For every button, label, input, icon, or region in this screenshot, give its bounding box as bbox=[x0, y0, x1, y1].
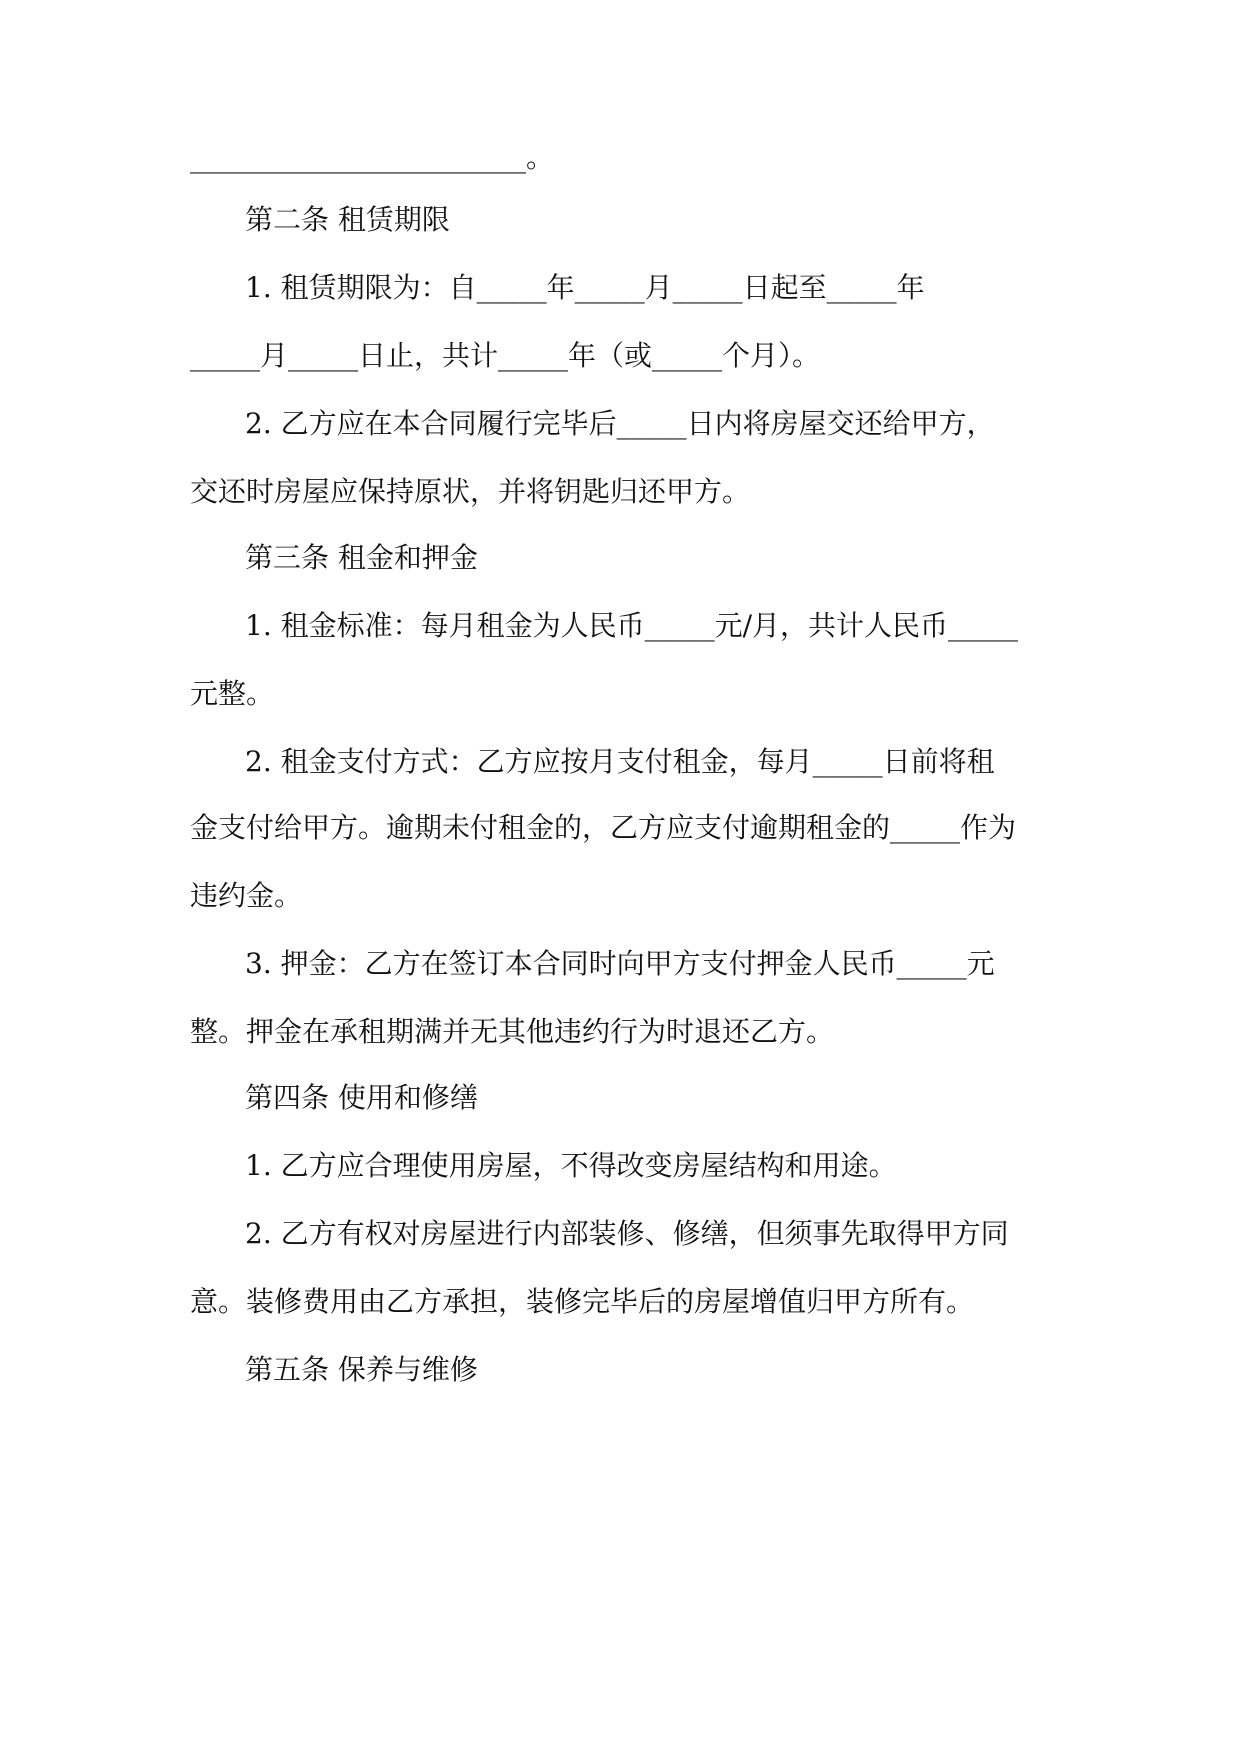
article-3-clause-2-line-3: 违约金。 bbox=[190, 879, 303, 912]
article-2-clause-1-line-1: 1. 租赁期限为：自_____年_____月_____日起至_____年 bbox=[245, 271, 925, 304]
blank-line: ________________________。 bbox=[190, 141, 555, 174]
article-3-clause-1-line-2: 元整。 bbox=[190, 677, 275, 710]
article-3-clause-3-line-1: 3. 押金：乙方在签订本合同时向甲方支付押金人民币_____元 bbox=[245, 947, 995, 980]
article-2-clause-2-line-2: 交还时房屋应保持原状，并将钥匙归还甲方。 bbox=[190, 475, 751, 508]
article-4-clause-2-line-2: 意。装修费用由乙方承担，装修完毕后的房屋增值归甲方所有。 bbox=[190, 1285, 975, 1318]
article-3-clause-2-line-2: 金支付给甲方。逾期未付租金的，乙方应支付逾期租金的_____作为 bbox=[190, 811, 1017, 844]
article-3-clause-2-line-1: 2. 租金支付方式：乙方应按月支付租金，每月_____日前将租 bbox=[245, 745, 995, 778]
article-2-clause-1-line-2: _____月_____日止，共计_____年（或_____个月）。 bbox=[190, 339, 821, 372]
article-4-heading: 第四条 使用和修缮 bbox=[245, 1081, 478, 1114]
article-2-clause-2-line-1: 2. 乙方应在本合同履行完毕后_____日内将房屋交还给甲方， bbox=[245, 407, 995, 440]
article-4-clause-1: 1. 乙方应合理使用房屋，不得改变房屋结构和用途。 bbox=[245, 1149, 897, 1182]
article-5-heading: 第五条 保养与维修 bbox=[245, 1353, 478, 1386]
article-2-heading: 第二条 租赁期限 bbox=[245, 203, 450, 236]
article-4-clause-2-line-1: 2. 乙方有权对房屋进行内部装修、修缮，但须事先取得甲方同 bbox=[245, 1217, 1009, 1250]
article-3-clause-1-line-1: 1. 租金标准：每月租金为人民币_____元/月，共计人民币_____ bbox=[245, 609, 1019, 642]
article-3-clause-3-line-2: 整。押金在承租期满并无其他违约行为时退还乙方。 bbox=[190, 1015, 835, 1048]
article-3-heading: 第三条 租金和押金 bbox=[245, 541, 478, 574]
